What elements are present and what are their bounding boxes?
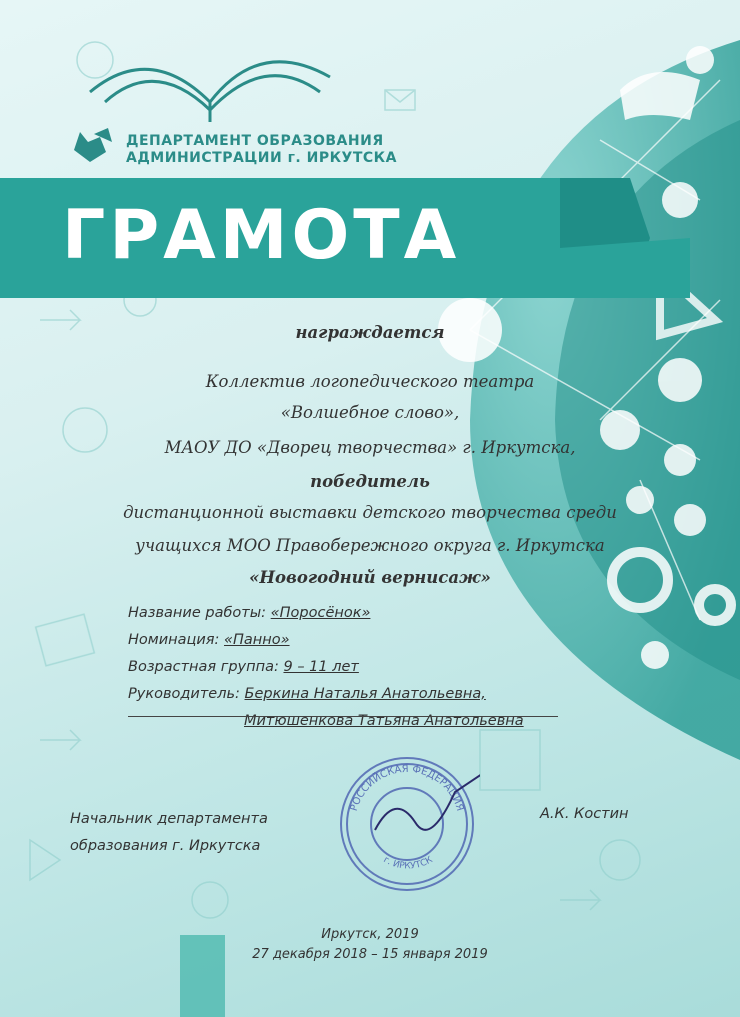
department-line-1: ДЕПАРТАМЕНТ ОБРАЗОВАНИЯ	[126, 133, 384, 149]
recipient-line-2: «Волшебное слово»,	[280, 403, 460, 422]
age-value: 9 – 11 лет	[283, 659, 359, 675]
leader-row	[128, 681, 524, 708]
nomination-label: Номинация:	[128, 632, 220, 648]
nomination-row	[128, 627, 524, 654]
leader-value-1: Беркина Наталья Анатольевна,	[244, 686, 486, 702]
leader-value-2: Митюшенкова Татьяна Анатольевна	[244, 713, 524, 729]
award-intro: награждается	[295, 323, 445, 342]
document-title: ГРАМОТА	[62, 196, 461, 275]
nomination-value: «Панно»	[224, 632, 290, 648]
position-line-1: Начальник департамента	[70, 811, 268, 827]
svg-text:г. ИРКУТСК	[382, 855, 435, 872]
award-details	[128, 600, 524, 735]
department-name	[126, 133, 397, 167]
age-row	[128, 654, 524, 681]
leader-label: Руководитель:	[128, 686, 240, 702]
footer-city-year: Иркутск, 2019	[321, 927, 419, 942]
event-name: «Новогодний вернисаж»	[249, 568, 491, 587]
work-label: Название работы:	[128, 605, 267, 621]
department-line-2: АДМИНИСТРАЦИИ г. ИРКУТСКА	[126, 150, 397, 166]
banner-ribbon-tail	[560, 178, 690, 298]
position-line-2: образования г. Иркутска	[70, 838, 261, 854]
seal-bottom-text: г. ИРКУТСК	[381, 855, 435, 872]
age-label: Возрастная группа:	[128, 659, 279, 675]
seal-top-text: РОССИЙСКАЯ ФЕДЕРАЦИЯ	[348, 763, 466, 813]
footer-dates: 27 декабря 2018 – 15 января 2019	[252, 947, 488, 962]
official-seal	[335, 752, 480, 897]
leader-row-2	[128, 708, 524, 735]
signatory-name: А.К. Костин	[540, 806, 629, 822]
event-line-2: учащихся МОО Правобережного округа г. Иркутска	[135, 536, 605, 555]
recipient-line-3: МАОУ ДО «Дворец творчества» г. Иркутска,	[164, 438, 576, 457]
award-status: победитель	[310, 472, 430, 491]
recipient-line-1: Коллектив логопедического театра	[205, 372, 535, 391]
divider-line	[128, 716, 558, 717]
work-value: «Поросёнок»	[270, 605, 371, 621]
signatory-position	[70, 806, 268, 860]
work-row	[128, 600, 524, 627]
event-line-1: дистанционной выставки детского творчества среди	[123, 503, 617, 522]
